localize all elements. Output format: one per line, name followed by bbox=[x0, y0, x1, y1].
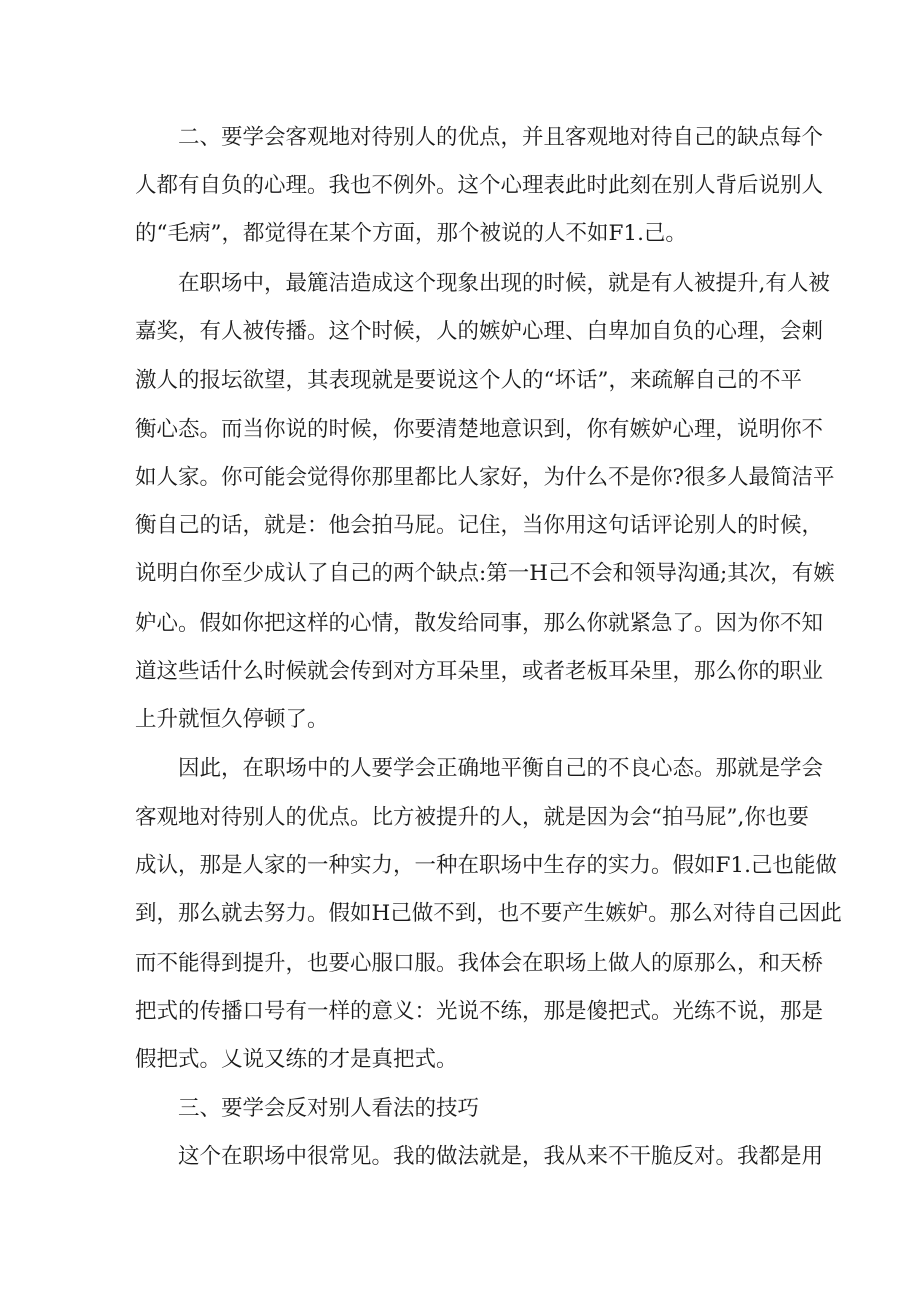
line-text: 到，那么就去努力。假如H己做不到，也不要产生嫉妒。那么对待自己因此 bbox=[135, 901, 842, 926]
paragraph-line bbox=[0, 604, 920, 644]
paragraph-line bbox=[0, 652, 920, 692]
line-text: 上升就恒久停顿了。 bbox=[135, 707, 329, 732]
paragraph-line bbox=[0, 894, 920, 934]
line-text: 二、要学会客观地对待别人的优点，并且客观地对待自己的缺点每个 bbox=[178, 125, 824, 150]
paragraph-line bbox=[0, 118, 920, 158]
paragraph-line bbox=[0, 312, 920, 352]
line-text: 而不能得到提升，也要心服口服。我体会在职场上做人的原那么，和天桥 bbox=[135, 951, 824, 976]
paragraph-line bbox=[0, 1137, 920, 1177]
paragraph-line bbox=[0, 554, 920, 594]
line-text: 把式的传播口号有一样的意义：光说不练，那是傻把式。光练不说，那是 bbox=[135, 999, 824, 1024]
paragraph-line bbox=[0, 214, 920, 254]
paragraph-line bbox=[0, 458, 920, 498]
paragraph-line bbox=[0, 798, 920, 838]
paragraph-line bbox=[0, 944, 920, 984]
paragraph-line bbox=[0, 846, 920, 886]
section-heading bbox=[0, 1089, 920, 1129]
line-text: 衡心态。而当你说的时候，你要清楚地意识到，你有嫉妒心理，说明你不 bbox=[135, 417, 824, 442]
line-text: 说明白你至少成认了自己的两个缺点:第一H己不会和领导沟通;其次，有嫉 bbox=[135, 561, 835, 586]
line-text: 如人家。你可能会觉得你那里都比人家好，为什么不是你?很多人最简洁平 bbox=[135, 465, 835, 490]
line-text: 客观地对待别人的优点。比方被提升的人，就是因为会“拍马屁”,你也要 bbox=[135, 805, 809, 830]
heading-text: 三、要学会反对别人看法的技巧 bbox=[178, 1096, 480, 1121]
line-text: 成认，那是人家的一种实力，一种在职场中生存的实力。假如F1.己也能做 bbox=[135, 853, 837, 878]
line-text: 假把式。乂说又练的才是真把式。 bbox=[135, 1047, 458, 1072]
line-text: 这个在职场中很常见。我的做法就是，我从来不干脆反对。我都是用 bbox=[178, 1144, 824, 1169]
line-text: 在职场中，最簏洁造成这个现象出现的时候，就是有人被提升,有人被 bbox=[178, 271, 830, 296]
paragraph-line bbox=[0, 700, 920, 740]
line-text: 人都有自负的心理。我也不例外。这个心理表此时此刻在别人背后说别人 bbox=[135, 173, 824, 198]
paragraph-line bbox=[0, 506, 920, 546]
paragraph-line bbox=[0, 166, 920, 206]
line-text: 的“毛病”，都觉得在某个方面，那个被说的人不如F1.己。 bbox=[135, 221, 687, 246]
line-text: 嘉奖，有人被传播。这个时候，人的嫉妒心理、白卑加自负的心理，会刺 bbox=[135, 319, 824, 344]
line-text: 道这些话什么时候就会传到对方耳朵里，或者老板耳朵里，那么你的职业 bbox=[135, 659, 824, 684]
paragraph-line bbox=[0, 749, 920, 789]
line-text: 衡自己的话，就是：他会拍马屁。记住，当你用这句话评论别人的时候， bbox=[135, 513, 824, 538]
paragraph-line bbox=[0, 1040, 920, 1080]
paragraph-line bbox=[0, 264, 920, 304]
paragraph-line bbox=[0, 410, 920, 450]
line-text: 因此，在职场中的人要学会正确地平衡自己的不良心态。那就是学会 bbox=[178, 756, 824, 781]
paragraph-line bbox=[0, 361, 920, 401]
line-text: 激人的报坛欲望，其表现就是要说这个人的“坏话”，来疏解自己的不平 bbox=[135, 368, 802, 393]
paragraph-line bbox=[0, 992, 920, 1032]
line-text: 妒心。假如你把这样的心情，散发给同事，那么你就紧急了。因为你不知 bbox=[135, 611, 824, 636]
